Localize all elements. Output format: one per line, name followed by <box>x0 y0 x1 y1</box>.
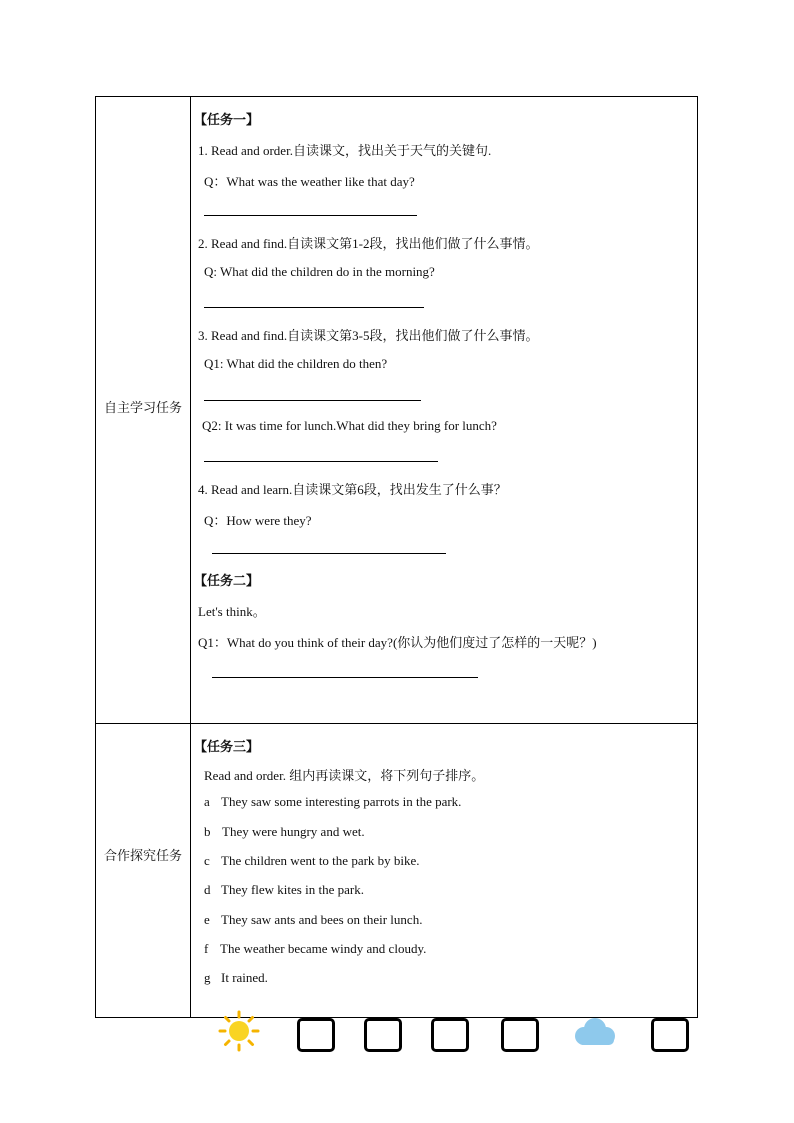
weather-box-4[interactable] <box>501 1018 539 1052</box>
self-study-content <box>194 97 694 723</box>
q1-question: Q：What was the weather like that day? <box>204 174 415 189</box>
task2-header: 【任务二】 <box>194 574 260 589</box>
sentence-e <box>204 912 422 928</box>
sentence-text: It rained. <box>221 970 268 985</box>
weather-box-5[interactable] <box>651 1018 689 1052</box>
weather-box-2[interactable] <box>364 1018 402 1052</box>
weather-strip <box>0 1010 794 1060</box>
sentence-text: The weather became windy and cloudy. <box>220 941 427 956</box>
q3-title: 3. Read and find.自读课文第3-5段，找出他们做了什么事情。 <box>198 328 539 343</box>
answer-line-q4[interactable] <box>212 553 446 554</box>
think-question-1: Q1：What do you think of their day?(你认为他们度过了怎样的一天呢？) <box>198 635 597 650</box>
order-instruction: Read and order. 组内再读课文，将下列句子排序。 <box>204 768 485 783</box>
sentence-letter: b <box>204 824 211 839</box>
sentence-text: They saw some interesting parrots in the park. <box>221 794 462 809</box>
column-divider <box>190 97 191 1017</box>
weather-box-1[interactable] <box>297 1018 335 1052</box>
q3-question-1: Q1: What did the children do then? <box>204 356 388 371</box>
sentence-a <box>204 794 461 810</box>
q3-question-2: Q2: It was time for lunch.What did they bring for lunch? <box>202 418 497 433</box>
q1-title: 1. Read and order.自读课文，找出关于天气的关键句. <box>198 143 492 158</box>
sentence-text: The children went to the park by bike. <box>221 853 420 868</box>
q4-title: 4. Read and learn.自读课文第6段，找出发生了什么事？ <box>198 482 507 497</box>
answer-line-q2[interactable] <box>204 307 424 308</box>
sentence-c <box>204 853 420 869</box>
cooperative-content <box>194 723 694 1019</box>
worksheet-table <box>95 96 698 1018</box>
sentence-letter: e <box>204 912 210 927</box>
weather-box-3[interactable] <box>431 1018 469 1052</box>
sentence-f <box>204 941 426 957</box>
sentence-text: They flew kites in the park. <box>221 882 364 897</box>
cloud-icon <box>568 1012 624 1052</box>
task1-header: 【任务一】 <box>194 113 260 128</box>
sentence-letter: d <box>204 882 211 897</box>
sentence-letter: g <box>204 970 211 985</box>
row-label-self-study: 自主学习任务 <box>103 401 182 416</box>
q2-title: 2. Read and find.自读课文第1-2段，找出他们做了什么事情。 <box>198 236 539 251</box>
answer-line-q3-2[interactable] <box>204 461 438 462</box>
answer-line-think[interactable] <box>212 677 478 678</box>
sentence-letter: f <box>204 941 209 956</box>
q2-question: Q: What did the children do in the morning? <box>204 264 435 279</box>
sentence-d <box>204 882 364 898</box>
sun-icon <box>218 1010 260 1052</box>
sentence-text: They saw ants and bees on their lunch. <box>221 912 423 927</box>
sentence-letter: a <box>204 794 210 809</box>
think-prompt: Let's think。 <box>198 604 266 619</box>
sentence-text: They were hungry and wet. <box>222 824 365 839</box>
sentence-b <box>204 824 365 840</box>
sentence-g <box>204 970 268 986</box>
sentence-letter: c <box>204 853 210 868</box>
q4-question: Q：How were they? <box>204 513 312 528</box>
row-label-cooperative: 合作探究任务 <box>103 849 182 864</box>
answer-line-q3-1[interactable] <box>204 400 421 401</box>
answer-line-q1[interactable] <box>204 215 417 216</box>
task3-header: 【任务三】 <box>194 740 260 755</box>
